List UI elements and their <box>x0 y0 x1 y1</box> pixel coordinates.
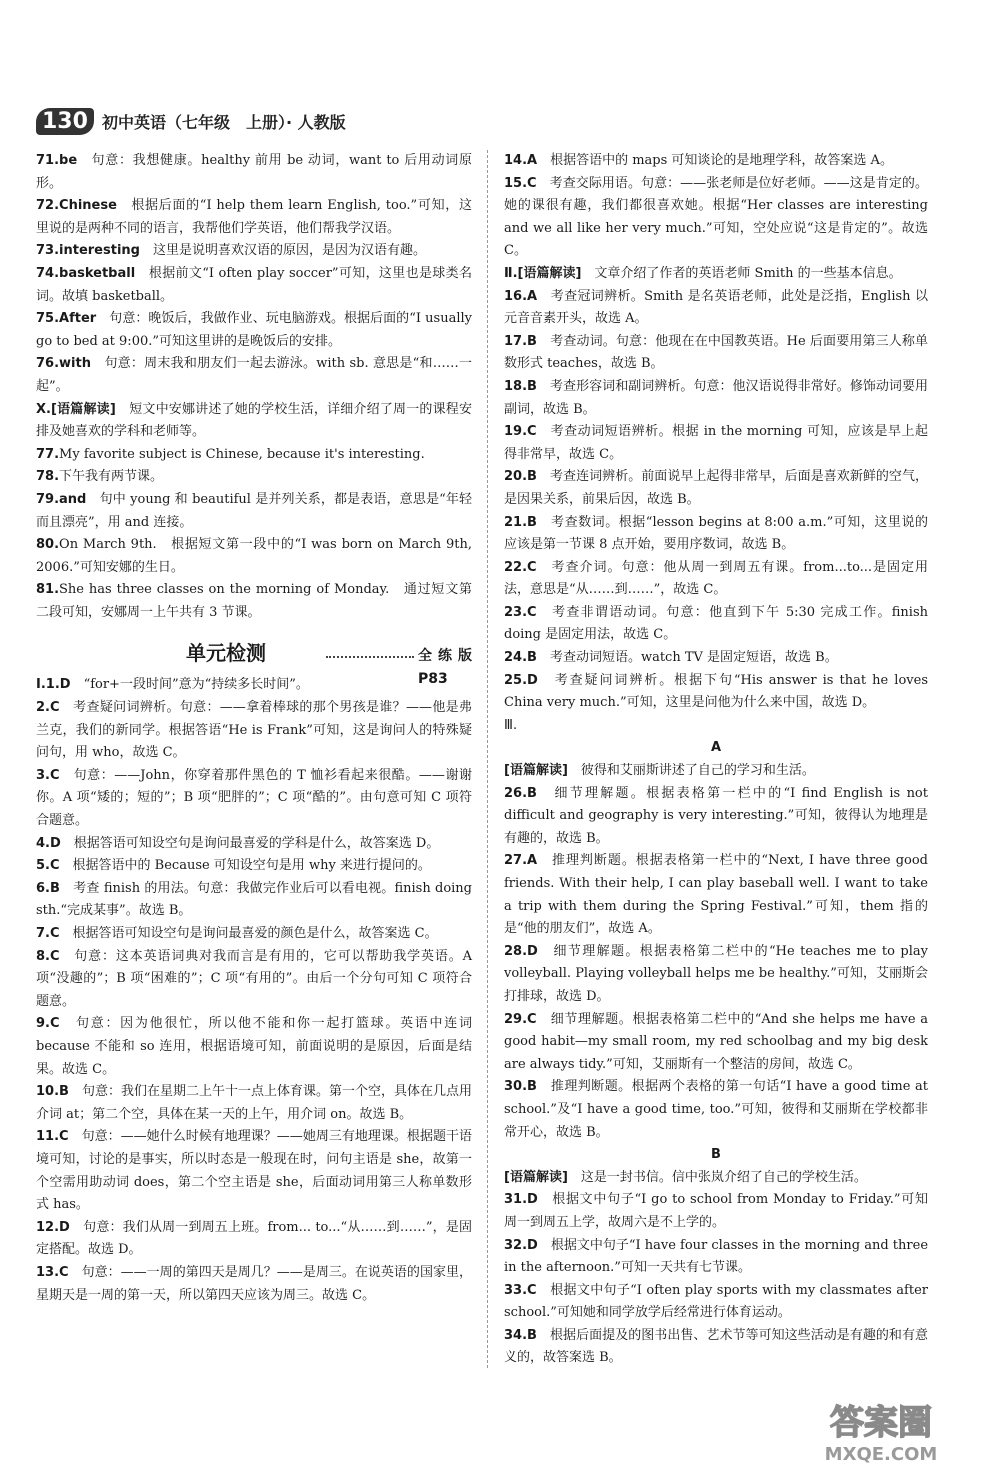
answer-number: 33.C <box>504 1282 537 1298</box>
answer-list-right-b <box>504 760 928 1144</box>
answer-number: 6.B <box>36 880 60 896</box>
passage-analysis-tag: [语篇解读] <box>50 401 116 417</box>
answer-explanation: 考查交际用语。句意：——张老师是位好老师。——这是肯定的。她的课很有趣，我们都很喜欢她。根据“Her classes are interesting and we all like her very much.”可知，空处应说“这是肯定的”。故选 C。 <box>504 175 928 259</box>
answer-item <box>504 1235 928 1280</box>
answer-number: 29.C <box>504 1011 537 1027</box>
answer-item <box>36 308 472 353</box>
section-title: 单元检测 <box>186 641 266 666</box>
answer-explanation: 考查连词辨析。前面说早上起得非常早，后面是喜欢新鲜的空气，是因果关系，前果后因，故选 B。 <box>504 469 928 507</box>
answer-explanation: 根据答语可知设空句是询问最喜爱的学科是什么，故答案选 D。 <box>60 835 440 851</box>
answer-number: 2.C <box>36 700 60 716</box>
answer-number: 34.B <box>504 1327 537 1343</box>
answer-item <box>36 353 472 398</box>
answer-item <box>36 674 472 697</box>
answer-number: 13.C <box>36 1264 69 1280</box>
answer-explanation: 推理判断题。根据两个表格的第一句话“I have a good time at school.”及“I have a good time, too.”可知，彼得和艾丽斯在学校都非常开心，故选 B。 <box>504 1079 928 1140</box>
answer-item <box>504 1189 928 1234</box>
answer-item <box>504 1280 928 1325</box>
page-number: 130 <box>36 108 94 135</box>
answer-item <box>36 534 472 579</box>
answer-explanation: 考查数词。根据“lesson begins at 8:00 a.m.”可知，这里说的应该是第一节课 8 点开始，要用序数词，故选 B。 <box>504 514 928 553</box>
answer-explanation: 细节理解题。根据表格第二栏中的“And she helps me have a good habit—my small room, my red schoolbag and my big desk are always tidy.”可知，艾丽斯有一个整洁的房间，故选 C。 <box>504 1011 928 1072</box>
answer-explanation: 句意：我们从周一到周五上班。from... to...“从……到……”，是固定搭配。故选 D。 <box>36 1219 472 1258</box>
passage-analysis-tag: [语篇解读] <box>504 763 568 779</box>
passage-b-label: B <box>711 1147 721 1163</box>
answer-explanation: 下午我有两节课。 <box>59 469 164 485</box>
answer-explanation: 根据答语可知设空句是询问最喜爱的颜色是什么，故答案选 C。 <box>59 926 438 941</box>
answer-number: 12.D <box>36 1219 70 1235</box>
answer-explanation: 根据文中句子“I have four classes in the morning and three in the afternoon.”可知一天共有七节课。 <box>504 1237 929 1276</box>
answer-item <box>36 1013 472 1081</box>
answer-item <box>504 421 928 466</box>
answer-number: 71.be <box>36 153 78 168</box>
answer-number: 14.A <box>504 153 538 168</box>
answer-explanation: 根据文中句子“I often play sports with my classmates after school.”可知她和同学放学后经常进行体育运动。 <box>504 1282 928 1321</box>
answer-item <box>36 240 472 263</box>
answer-number: 26.B <box>504 785 537 801</box>
answer-item <box>504 602 928 647</box>
answer-explanation: 文章介绍了作者的英语老师 Smith 的一些基本信息。 <box>581 265 902 281</box>
answer-item <box>36 765 472 833</box>
answer-item <box>36 1081 472 1126</box>
answer-number: 18.B <box>504 378 537 394</box>
answer-number: 15.C <box>504 175 537 191</box>
answer-item <box>504 150 928 173</box>
page-header <box>36 104 346 138</box>
answer-number: 5.C <box>36 858 60 874</box>
answer-explanation: 细节理解题。根据表格第一栏中的“I find English is not difficult and geography is very interesting.”可知，彼得认为地理是有趣的，故选 B。 <box>504 785 928 846</box>
column-divider <box>487 150 488 1368</box>
answer-item <box>36 489 472 534</box>
answer-number: 16.A <box>504 288 538 304</box>
part-three-label: Ⅲ. <box>504 717 518 733</box>
right-column <box>504 150 928 1370</box>
answer-list-left <box>36 150 472 624</box>
answer-explanation: 短文中安娜讲述了她的学校生活，详细介绍了周一的课程安排及她喜欢的学科和老师等。 <box>36 401 472 440</box>
answer-item <box>504 557 928 602</box>
answer-explanation: 句意：——她什么时候有地理课？——她周三有地理课。根据题干语境可知，讨论的是事实，所以时态是一般现在时，问句主语是 she，故第一个空需用助动词 does，第二个空主语是 she，后面动词用第三人称单数形式 has。 <box>36 1129 472 1213</box>
answer-item <box>504 670 928 715</box>
answer-number: 17.B <box>504 333 537 349</box>
passage-analysis-tag: [语篇解读] <box>504 1169 568 1185</box>
answer-explanation: 考查 finish 的用法。句意：我做完作业后可以看电视。finish doing sth.“完成某事”。故选 B。 <box>36 880 472 919</box>
answer-number: 78. <box>36 469 60 485</box>
answer-explanation: 句意：这本英语词典对我而言是有用的，它可以帮助我学英语。A 项“没趣的”；B 项“困难的”；C 项“有用的”。由后一个分句可知 C 项符合题意。 <box>36 948 472 1009</box>
answer-item <box>504 783 928 851</box>
answer-explanation: 根据答语中的 Because 可知设空句是用 why 来进行提问的。 <box>59 858 431 874</box>
answer-item <box>36 399 472 444</box>
answer-explanation: 这是一封书信。信中张岚介绍了自己的学校生活。 <box>567 1169 867 1185</box>
answer-number: 21.B <box>504 514 537 530</box>
answer-number: 3.C <box>36 767 60 783</box>
answer-number: 74.basketball <box>36 265 136 281</box>
answer-explanation: 句意：——一周的第四天是周几？——是周三。在说英语的国家里，星期天是一周的第一天，所以第四天应该为周三。故选 C。 <box>36 1264 472 1303</box>
answer-number: 22.C <box>504 559 537 575</box>
answer-explanation: 这里是说明喜欢汉语的原因，是因为汉语有趣。 <box>139 243 426 259</box>
answer-number: Ⅱ. <box>504 265 518 281</box>
answer-number: 75.After <box>36 311 97 327</box>
answer-number: 73.interesting <box>36 243 140 259</box>
answer-item <box>504 941 928 1009</box>
answer-explanation: 推理判断题。根据表格第一栏中的“Next, I have three good friends. With their help, I can play baseball well. I want to take a trip with them during the Spring Festival.”可知，them 指的是“他的朋友们”，故选 A。 <box>504 853 928 937</box>
answer-number: 23.C <box>504 604 537 620</box>
answer-item <box>36 946 472 1014</box>
answer-item <box>36 150 472 195</box>
answer-item <box>36 579 472 624</box>
answer-number: 24.B <box>504 650 537 666</box>
answer-number: 30.B <box>504 1079 537 1095</box>
answer-number: 8.C <box>36 948 60 964</box>
answer-item <box>504 376 928 421</box>
answer-explanation: 考查形容词和副词辨析。句意：他汉语说得非常好。修饰动词要用副词，故选 B。 <box>504 378 928 417</box>
answer-explanation: 句意：——John，你穿着那件黑色的 T 恤衫看起来很酷。——谢谢你。A 项“矮的；短的”；B 项“肥胖的”；C 项“酷的”。由句意可知 C 项符合题意。 <box>36 767 472 829</box>
answer-number: 27.A <box>504 853 538 869</box>
answer-explanation: 考查冠词辨析。Smith 是名英语老师，此处是泛指，English 以元音音素开头，故选 A。 <box>504 288 928 327</box>
answer-explanation: 细节理解题。根据表格第二栏中的“He teaches me to play volleyball. Playing volleyball helps me be healthy.”可知，艾丽斯会打排球，故选 D。 <box>504 943 928 1004</box>
answer-number: 80. <box>36 537 60 553</box>
answer-explanation: 句意：我想健康。healthy 前用 be 动词，want to 后用动词原形。 <box>36 153 472 191</box>
answer-number: 79.and <box>36 491 87 507</box>
answer-number: 19.C <box>504 424 537 440</box>
answer-number: 31.D <box>504 1192 538 1208</box>
answer-explanation: She has three classes on the morning of Monday. 通过短文第二段可知，安娜周一上午共有 3 节课。 <box>36 582 472 620</box>
answer-item <box>36 878 472 923</box>
watermark-text: 答案圈 <box>830 1403 932 1443</box>
answer-explanation: 考查疑问词辨析。根据下句“His answer is that he loves China very much.”可知，这里是问他为什么来中国，故选 D。 <box>504 672 928 711</box>
book-title: 初中英语（七年级 上册）· 人教版 <box>101 112 346 132</box>
answer-item <box>36 1126 472 1216</box>
answer-explanation: 句意：因为他很忙，所以他不能和你一起打篮球。英语中连词 because 不能和 so 连用，根据语境可知，前面说明的是原因，后面是结果。故选 C。 <box>36 1016 472 1077</box>
answer-number: 11.C <box>36 1129 69 1145</box>
answer-number: 32.D <box>504 1237 538 1253</box>
answer-explanation: 句意：我们在星期二上午十一点上体育课。第一个空，具体在几点用介词 at；第二个空，具体在某一天的上午，用介词 on。故选 B。 <box>36 1084 472 1122</box>
answer-explanation: 根据答语中的 maps 可知谈论的是地理学科，故答案选 A。 <box>537 153 893 168</box>
answer-item <box>36 1217 472 1262</box>
answer-item <box>36 444 472 467</box>
answer-number: 25.D <box>504 672 538 688</box>
answer-explanation: 根据后面的“I help them learn English, too.”可知，这里说的是两种不同的语言，我帮他们学英语，他们帮我学汉语。 <box>36 198 472 236</box>
answer-explanation: 根据前文“I often play soccer”可知，这里也是球类名词。故填 basketball。 <box>36 265 472 304</box>
answer-item <box>504 331 928 376</box>
answer-item <box>36 923 472 946</box>
answer-number: 81. <box>36 582 60 598</box>
answer-explanation: 考查动词。句意：他现在在中国教英语。He 后面要用第三人称单数形式 teaches，故选 B。 <box>504 333 928 372</box>
answer-number: 7.C <box>36 926 60 941</box>
answer-list-section <box>36 674 472 1307</box>
answer-explanation: 句中 young 和 beautiful 是并列关系，都是表语，意思是“年轻而且漂亮”，用 and 连接。 <box>36 491 472 530</box>
watermark-logo <box>796 1398 966 1466</box>
answer-explanation: 句意：晚饭后，我做作业、玩电脑游戏。根据后面的“I usually go to bed at 9:00.”可知这里讲的是晚饭后的安排。 <box>36 311 472 349</box>
answer-explanation: “for+一段时间”意为“持续多长时间”。 <box>70 677 309 693</box>
answer-item <box>36 466 472 489</box>
answer-item <box>36 263 472 308</box>
answer-item <box>36 833 472 856</box>
answer-number: X. <box>36 401 51 417</box>
answer-item <box>504 466 928 511</box>
passage-a-label: A <box>710 740 722 756</box>
answer-item <box>504 1167 928 1190</box>
answer-number: 76.with <box>36 356 91 372</box>
answer-item <box>36 697 472 765</box>
answer-explanation: 考查介词。句意：他从周一到周五有课。from...to...是固定用法，意思是“从……到……”，故选 C。 <box>504 559 928 598</box>
answer-number: 20.B <box>504 469 537 485</box>
answer-explanation: On March 9th. 根据短文第一段中的“I was born on March 9th, 2006.”可知安娜的生日。 <box>36 537 472 575</box>
answer-explanation: 根据后面提及的图书出售、艺术节等可知这些活动是有趣的和有意义的，故答案选 B。 <box>504 1327 928 1366</box>
answer-explanation: 考查动词短语。watch TV 是固定短语，故选 B。 <box>536 650 838 666</box>
answer-number: 72.Chinese <box>36 198 117 214</box>
section-dots <box>326 656 414 658</box>
left-column <box>36 150 472 1307</box>
answer-number: 9.C <box>36 1016 60 1032</box>
answer-number: Ⅰ.1.D <box>36 677 71 693</box>
answer-item <box>504 1325 928 1370</box>
passage-analysis-tag: [语篇解读] <box>517 265 582 281</box>
answer-item <box>504 512 928 557</box>
answer-explanation: My favorite subject is Chinese, because it's interesting. <box>59 446 425 462</box>
answer-item <box>504 647 928 670</box>
answer-item <box>504 263 928 286</box>
answer-explanation: 彼得和艾丽斯讲述了自己的学习和生活。 <box>567 763 815 779</box>
answer-item <box>504 1076 928 1144</box>
answer-item <box>504 850 928 940</box>
answer-explanation: 根据文中句子“I go to school from Monday to Friday.”可知周一到周五上学，故周六是不上学的。 <box>504 1192 928 1230</box>
answer-list-right-a <box>504 150 928 715</box>
answer-explanation: 考查动词短语辨析。根据 in the morning 可知，应该是早上起得非常早，故选 C。 <box>504 424 928 462</box>
answer-item <box>504 760 928 783</box>
answer-item <box>504 173 928 263</box>
answer-item <box>36 855 472 878</box>
answer-number: 28.D <box>504 943 538 959</box>
answer-number: 77. <box>36 446 60 462</box>
answer-item <box>36 195 472 240</box>
answer-item <box>504 1009 928 1077</box>
section-subtitle: 全练版 P83 <box>418 648 472 688</box>
answer-explanation: 考查疑问词辨析。句意：——拿着棒球的那个男孩是谁？——他是弗兰克，我们的新同学。根据答语“He is Frank”可知，这是询问人的特殊疑问句，用 who，故选 C。 <box>36 700 472 761</box>
watermark-url: MXQE.COM <box>824 1444 938 1465</box>
answer-item <box>504 286 928 331</box>
answer-explanation: 考查非谓语动词。句意：他直到下午 5:30 完成工作。finish doing 是固定用法，故选 C。 <box>504 604 928 643</box>
answer-list-right-c <box>504 1167 928 1370</box>
answer-explanation: 句意：周末我和朋友们一起去游泳。with sb. 意思是“和……一起”。 <box>36 356 472 394</box>
answer-number: 10.B <box>36 1084 69 1100</box>
answer-item <box>36 1262 472 1307</box>
answer-number: 4.D <box>36 835 61 851</box>
